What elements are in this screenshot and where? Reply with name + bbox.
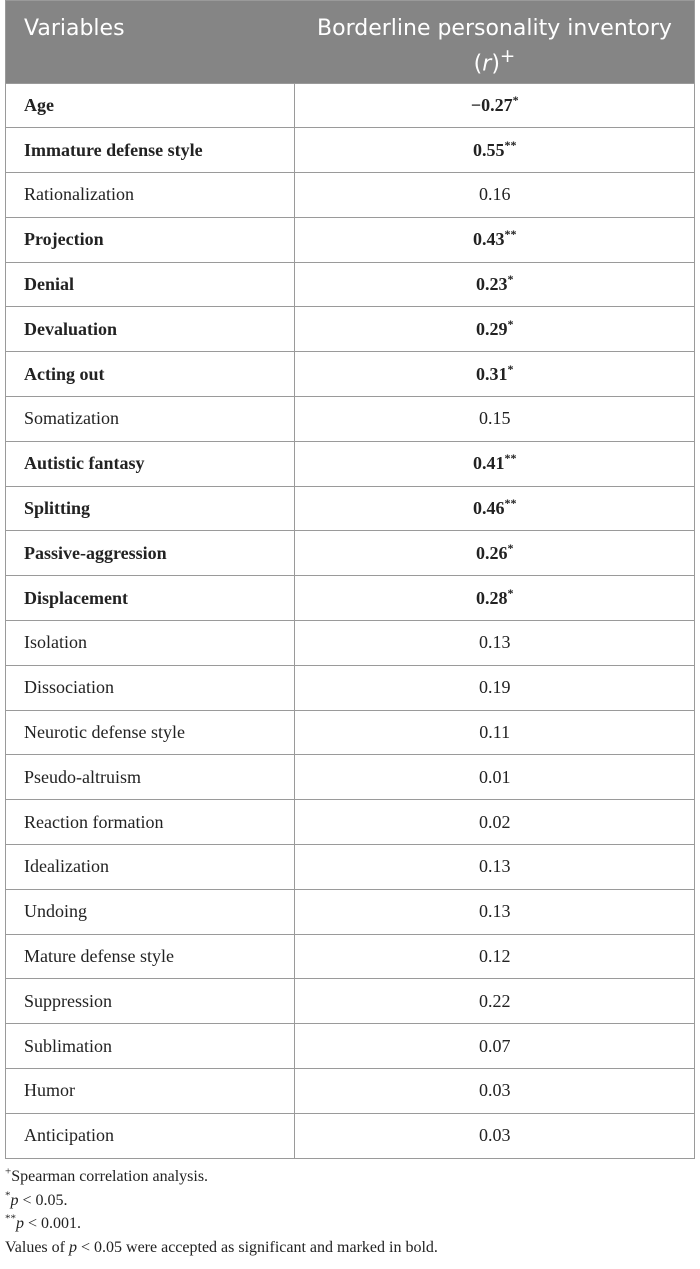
row-significance-marker: ** [504,496,517,511]
header-bpi: Borderline personality inventory (r)+ [295,1,694,83]
header-bpi-title: Borderline personality inventory [317,16,672,41]
row-correlation-value: 0.16 [478,184,511,205]
footnote-p0001 [5,1212,695,1236]
table-row [6,845,694,890]
row-correlation-cell [295,128,694,173]
row-variable-label: Immature defense style [6,128,295,173]
row-significance-marker: ** [504,137,517,152]
row-correlation-cell [295,83,694,128]
row-variable-label: Undoing [6,889,295,934]
row-correlation-value: 0.12 [478,946,511,967]
row-correlation-value: 0.22 [478,990,511,1011]
footnote-star-mark: * [5,1189,11,1202]
row-variable-label: Devaluation [6,307,295,352]
row-significance-marker: * [507,316,514,331]
table-row [6,217,694,262]
row-correlation-value: 0.19 [478,677,511,698]
row-correlation-value: 0.03 [478,1125,511,1146]
table-row [6,352,694,397]
table-row [6,173,694,218]
footnote-star-text: < 0.05. [18,1191,68,1209]
row-correlation-cell [295,979,694,1024]
row-significance-marker: * [507,361,514,376]
row-correlation-value: 0.31 [475,363,508,384]
row-variable-label: Passive-aggression [6,531,295,576]
footnote-plus-mark: + [5,1165,12,1178]
footnote-double-star-p: p [16,1215,24,1232]
header-variables: Variables [6,1,295,83]
row-variable-label: Displacement [6,576,295,621]
table-row [6,486,694,531]
row-variable-label: Isolation [6,621,295,666]
table-row [6,621,694,666]
row-correlation-cell [295,262,694,307]
table-row [6,889,694,934]
footnote-star-p: p [10,1191,19,1209]
row-correlation-value: 0.43 [472,229,505,250]
footnote-double-star-text: < 0.001. [24,1215,82,1232]
table-row [6,1069,694,1114]
header-bpi-plus: + [499,46,516,67]
row-variable-label: Neurotic defense style [6,710,295,755]
row-correlation-value: 0.13 [478,856,511,877]
table-row [6,755,694,800]
table-row [6,1113,694,1158]
header-bpi-r: r [482,51,492,77]
row-correlation-cell [295,307,694,352]
row-significance-marker: * [507,272,514,287]
row-correlation-value: 0.26 [475,542,508,563]
table-row [6,979,694,1024]
table-row [6,397,694,442]
row-correlation-cell [295,441,694,486]
row-correlation-cell [295,486,694,531]
table-row [6,710,694,755]
row-correlation-value: −0.27 [470,94,513,115]
row-correlation-cell [295,934,694,979]
table-row [6,800,694,845]
row-variable-label: Splitting [6,486,295,531]
row-variable-label: Anticipation [6,1113,295,1158]
row-correlation-cell [295,621,694,666]
table-row [6,576,694,621]
row-variable-label: Acting out [6,352,295,397]
table-row [6,531,694,576]
row-correlation-cell [295,755,694,800]
row-correlation-value: 0.23 [475,274,508,295]
row-significance-marker: * [507,540,514,555]
row-significance-marker: ** [504,451,517,466]
table-body [6,83,694,1158]
footnote-p005 [5,1189,695,1213]
row-variable-label: Denial [6,262,295,307]
row-correlation-value: 0.07 [478,1035,511,1056]
table-row [6,128,694,173]
row-variable-label: Age [6,83,295,128]
row-correlation-value: 0.46 [472,498,505,519]
row-correlation-cell [295,1024,694,1069]
row-correlation-cell [295,217,694,262]
row-significance-marker: ** [504,227,517,242]
row-correlation-cell [295,1113,694,1158]
row-significance-marker: * [512,92,519,107]
row-correlation-cell [295,845,694,890]
row-correlation-cell [295,1069,694,1114]
row-correlation-value: 0.55 [472,139,505,160]
row-correlation-cell [295,665,694,710]
row-variable-label: Projection [6,217,295,262]
table-row [6,1024,694,1069]
row-correlation-value: 0.13 [478,632,511,653]
row-variable-label: Reaction formation [6,800,295,845]
row-correlation-value: 0.15 [478,408,511,429]
row-variable-label: Dissociation [6,665,295,710]
row-correlation-value: 0.11 [479,722,511,743]
table-row [6,665,694,710]
row-variable-label: Somatization [6,397,295,442]
row-correlation-value: 0.02 [478,811,511,832]
row-variable-label: Idealization [6,845,295,890]
row-correlation-cell [295,889,694,934]
row-correlation-cell [295,800,694,845]
footnote-significance: Values of p < 0.05 were accepted as significant and marked in bold. [5,1238,438,1256]
row-variable-label: Humor [6,1069,295,1114]
table-row [6,934,694,979]
row-variable-label: Autistic fantasy [6,441,295,486]
table-row [6,83,694,128]
row-correlation-value: 0.01 [478,766,511,787]
row-correlation-cell [295,710,694,755]
row-variable-label: Mature defense style [6,934,295,979]
footnote-plus-text: Spearman correlation analysis. [11,1168,209,1185]
row-correlation-value: 0.28 [475,587,508,608]
table-footnotes [5,1165,695,1259]
row-correlation-cell [295,352,694,397]
row-correlation-value: 0.29 [475,318,508,339]
row-variable-label: Sublimation [6,1024,295,1069]
row-significance-marker: * [507,585,514,600]
correlation-table [5,0,695,1159]
row-correlation-value: 0.13 [478,901,511,922]
table-row [6,262,694,307]
row-correlation-value: 0.41 [472,453,505,474]
table-header-row [6,1,694,83]
row-correlation-cell [295,397,694,442]
footnote-double-star-mark: ** [5,1212,16,1225]
row-correlation-cell [295,576,694,621]
row-variable-label: Pseudo-altruism [6,755,295,800]
row-correlation-value: 0.03 [478,1080,511,1101]
row-correlation-cell [295,173,694,218]
table-row [6,307,694,352]
footnote-spearman [5,1165,695,1189]
table-row [6,441,694,486]
row-correlation-cell [295,531,694,576]
row-variable-label: Suppression [6,979,295,1024]
row-variable-label: Rationalization [6,173,295,218]
